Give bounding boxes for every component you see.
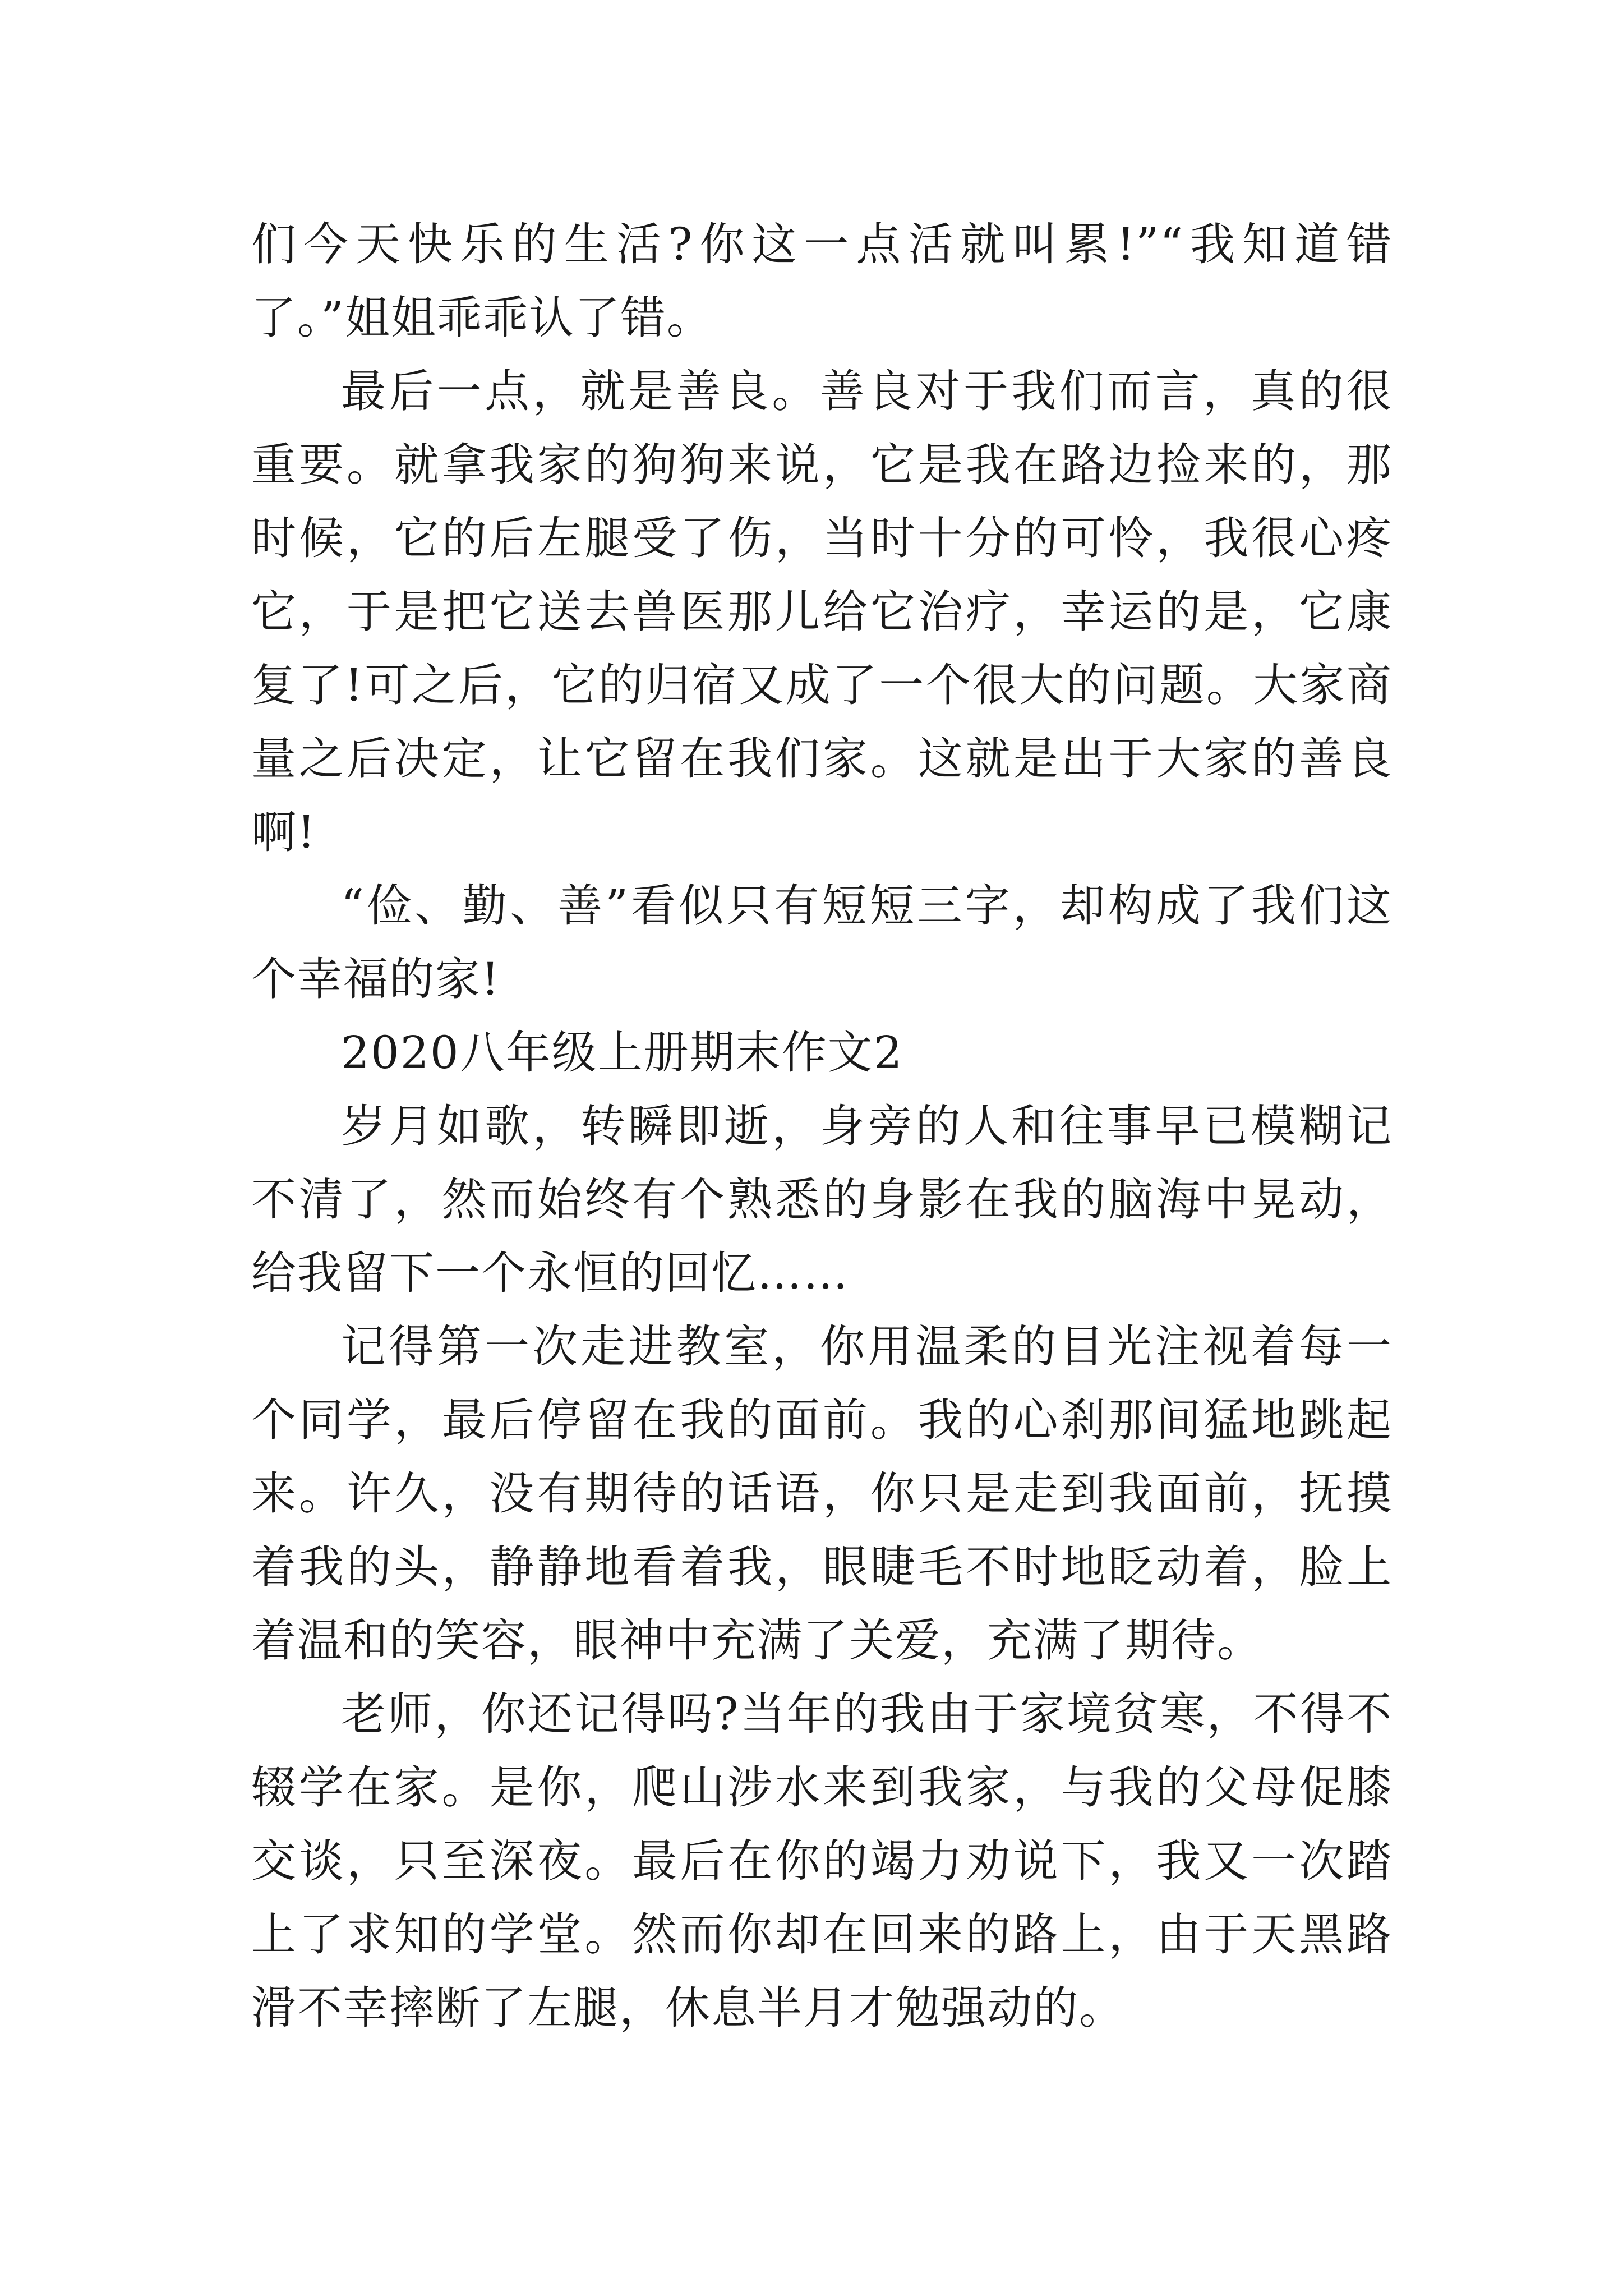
paragraph-kindness: 最后一点，就是善良。善良对于我们而言，真的很重要。就拿我家的狗狗来说，它是我在路边捡来的，那时候，它的后左腿受了伤，当时十分的可怜，我很心疼它，于是把它送去兽医那儿给它治疗，幸运的是，它康复了!可之后，它的归宿又成了一个很大的问题。大家商量之后决定，让它留在我们家。这就是出于大家的善良啊!	[251, 365, 1393, 858]
paragraph-intro: 岁月如歌，转瞬即逝，身旁的人和往事早已模糊记不清了，然而始终有个熟悉的身影在我的脑海中晃动，给我留下一个永恒的回忆……	[251, 1100, 1393, 1299]
essay-heading: 2020八年级上册期末作文2	[341, 1027, 903, 1079]
paragraph-first-day: 记得第一次走进教室，你用温柔的目光注视着每一个同学，最后停留在我的面前。我的心刹那间猛地跳起来。许久，没有期待的话语，你只是走到我面前，抚摸着我的头，静静地看着我，眼睫毛不时地眨动着，脸上着温和的笑容，眼神中充满了关爱，充满了期待。	[251, 1320, 1393, 1667]
document-body	[251, 208, 1393, 2045]
paragraph-continuation: 们今天快乐的生活?你这一点活就叫累!”“我知道错了。”姐姐乖乖认了错。	[251, 218, 1393, 344]
paragraph-conclusion: “俭、勤、善”看似只有短短三字，却构成了我们这个幸福的家!	[251, 880, 1393, 1005]
paragraph-teacher: 老师，你还记得吗?当年的我由于家境贫寒，不得不辍学在家。是你，爬山涉水来到我家，与我的父母促膝交谈，只至深夜。最后在你的竭力劝说下，我又一次踏上了求知的学堂。然而你却在回来的路上，由于天黑路滑不幸摔断了左腿，休息半月才勉强动的。	[251, 1688, 1393, 2034]
